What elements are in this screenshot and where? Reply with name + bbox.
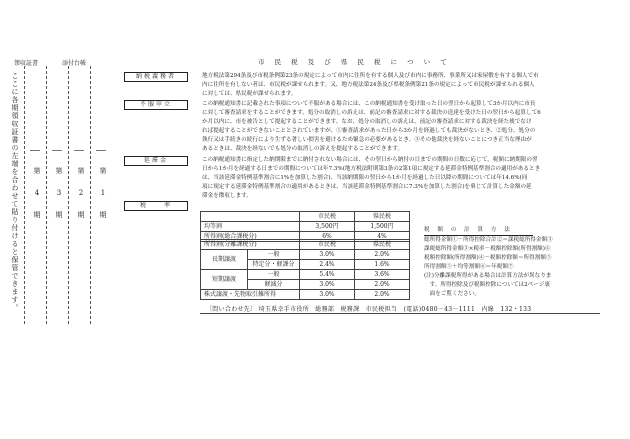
table-header-cell: 市民税: [300, 212, 355, 222]
period-1-label: [98, 160, 108, 226]
table-cell: 株式譲渡・先物取引雑所得: [201, 290, 300, 300]
taxpayer-text: [202, 72, 622, 99]
calc-line: 課税総所得金額③×税率－税額控除額(所得割額)④: [424, 246, 551, 252]
paste-instruction-text: ここに各期領収証書の左端を合わせて貼り付けると保管できます。: [11, 72, 19, 312]
table-cell: 3,500円: [300, 222, 355, 232]
table-cell: 4%: [355, 232, 410, 242]
table-row: [201, 222, 410, 232]
calc-line: す。所得控除及び税額控除については2ページ裏: [424, 282, 550, 288]
tax-calculation-method: [424, 226, 610, 299]
text-line: に対して審査請求をすることができます。処分の取消しの訴えは、前記の審査請求に対する裁決の送達を受けた日の翌日から起算して6: [202, 110, 541, 116]
text-line: は、当該延滞金特例基準割合に1%を加算した割合)、当該納期限の翌日から1か月を経過した日以降の期間については年14.6%(同: [202, 175, 528, 181]
table-cell: 2.0%: [355, 250, 410, 260]
table-cell: 一般: [248, 270, 300, 280]
document-title: 市 民 税 及 び 県 民 税 に つ い て: [258, 58, 451, 66]
ledger-header: 添付台帳: [62, 60, 87, 67]
text-line: 日から1か月を経過する日までの期間については年7.3%(地方税法附則第3条の2第1項に規定する延滞金特例基準割合の適用があるとき: [202, 166, 541, 172]
calc-line: 税額控除額(所得割額)④－税額控除額＝所得割額⑤: [424, 255, 552, 261]
table-header-cell: 県民税: [355, 212, 410, 222]
table-cell: 均等割: [201, 222, 300, 232]
period-label: 期: [33, 211, 41, 219]
text-line: 執行又は手続きの続行により生ずる著しい損害を避けるため緊急の必要があるとき、③その他裁決を経ないことにつき正当な理由が: [202, 137, 532, 143]
text-line: 内に住所を有しない者は、市民税が課せられます。又、地方税法第24条及び県税条例第21条の規定によって市民税が課せられる個人: [202, 82, 535, 88]
appeal-label: 不服申立: [124, 100, 188, 110]
period-number: 1: [100, 189, 106, 197]
table-row: [201, 290, 410, 300]
table-cell: 特定分・軽課分: [248, 260, 300, 270]
text-line: 地方税法第294条及び市税条例第23条の規定によって市内に住所を有する個人及び市内に事務所、事業所又は家屋敷を有する個人で市: [202, 73, 539, 79]
text-line: 項に規定する延滞金特例基準割合の適用があるときは、当該延滞金特例基準割合に7.3%を加算した割合)を乗じて計算した金額の延: [202, 184, 532, 190]
calc-line: (注)分離課税所得がある場合は計算方法が異なりま: [424, 273, 552, 279]
period-3-label: [54, 160, 64, 226]
receipt-ledger-strip: [0, 0, 118, 439]
divider-tick: [96, 150, 106, 151]
table-cell: 所得割(総合課税分): [201, 232, 300, 242]
period-2-label: [76, 160, 86, 226]
calc-title: 税 額 の 計 算 方 法: [424, 226, 533, 236]
appeal-text: [202, 100, 622, 154]
text-line: この納税通知書に記載された事項について不服がある場合には、この納税通知書を受け取った日の翌日から起算して3か月以内に市長: [202, 101, 536, 107]
dashed-divider: [24, 66, 25, 324]
period-label: 期: [55, 211, 63, 219]
table-cell: 1.6%: [355, 260, 410, 270]
table-cell: 3.0%: [300, 250, 355, 260]
text-line: あるときは、裁決を経ないでも処分の取消しの訴えを提起することができます。: [202, 146, 403, 152]
table-cell: 2.0%: [355, 280, 410, 290]
table-header-cell: 県民税: [355, 240, 410, 250]
contact-info: 〔問い合わせ先〕 埼玉県幸手市役所 総務部 税務課 市民税担当 (電話)0480－43－1111 内線 132・133: [206, 306, 532, 313]
table-header-row: [201, 212, 410, 222]
table-cell: 1,500円: [355, 222, 410, 232]
rate-table-separate: [200, 239, 410, 300]
table-cell: 一般: [248, 250, 300, 260]
divider-tick: [52, 150, 62, 151]
table-cell: 2.4%: [300, 260, 355, 270]
table-cell: 5.4%: [300, 270, 355, 280]
calc-line: 総所得金額①－所得控除合計②＝課税総所得金額③: [424, 237, 553, 243]
table-row: [201, 250, 410, 260]
calc-line: 所得割額⑤＋均等割額⑥＝年税額⑦: [424, 264, 514, 270]
calc-line: 面をご覧ください。: [424, 291, 480, 297]
table-group-cell: 短期譲渡: [201, 270, 248, 290]
period-label: 第: [99, 167, 107, 175]
late-fee-text: [202, 156, 622, 201]
table-cell: 6%: [300, 232, 355, 242]
dashed-divider: [90, 66, 91, 324]
period-number: 4: [34, 189, 40, 197]
period-label: 第: [77, 167, 85, 175]
divider-tick: [30, 150, 40, 151]
text-line: に対しては、県民税が課せられます。: [202, 91, 297, 97]
rate-table-flat: [200, 211, 410, 242]
divider-tick: [74, 150, 84, 151]
table-header-row: [201, 240, 410, 250]
text-line: この納税通知書に指定した納期限までに納付されない場合には、その翌日から納付の日までの期間の日数に応じて、税額に納期限の翌: [202, 157, 538, 163]
table-header-cell: [201, 212, 300, 222]
table-cell: 3.0%: [300, 280, 355, 290]
table-cell: 3.6%: [355, 270, 410, 280]
period-number: 3: [56, 189, 62, 197]
text-line: か月以内に、市を被告として提起することができます。なお、処分の取消しの訴えは、前記の審査請求に対する裁決を経た後でなけ: [202, 119, 532, 125]
table-header-cell: 市民税: [300, 240, 355, 250]
table-group-cell: 長期譲渡: [201, 250, 248, 270]
late-fee-label: 延滞金: [124, 156, 188, 166]
dashed-divider: [46, 66, 47, 324]
table-cell: 軽減分: [248, 280, 300, 290]
table-cell: 3.0%: [300, 290, 355, 300]
period-label: 期: [99, 211, 107, 219]
text-line: れば提起することができないこととされていますが、①審査請求があった日から3か月を経過しても裁決がないとき、②処分、処分の: [202, 128, 536, 134]
contact-underline: [200, 313, 600, 314]
text-line: 滞金を徴収します。: [202, 193, 252, 199]
taxpayer-label: 納税義務者: [124, 72, 188, 82]
table-cell: 2.0%: [355, 290, 410, 300]
period-label: 期: [77, 211, 85, 219]
period-label: 第: [55, 167, 63, 175]
period-label: 第: [33, 167, 41, 175]
table-header-cell: 所得割(分離課税分): [201, 240, 300, 250]
dashed-divider: [68, 66, 69, 324]
period-4-label: [32, 160, 42, 226]
receipt-header: 領収証書: [14, 60, 39, 67]
period-number: 2: [78, 189, 84, 197]
table-row: [201, 270, 410, 280]
tax-rate-label: 税 率: [124, 201, 188, 211]
